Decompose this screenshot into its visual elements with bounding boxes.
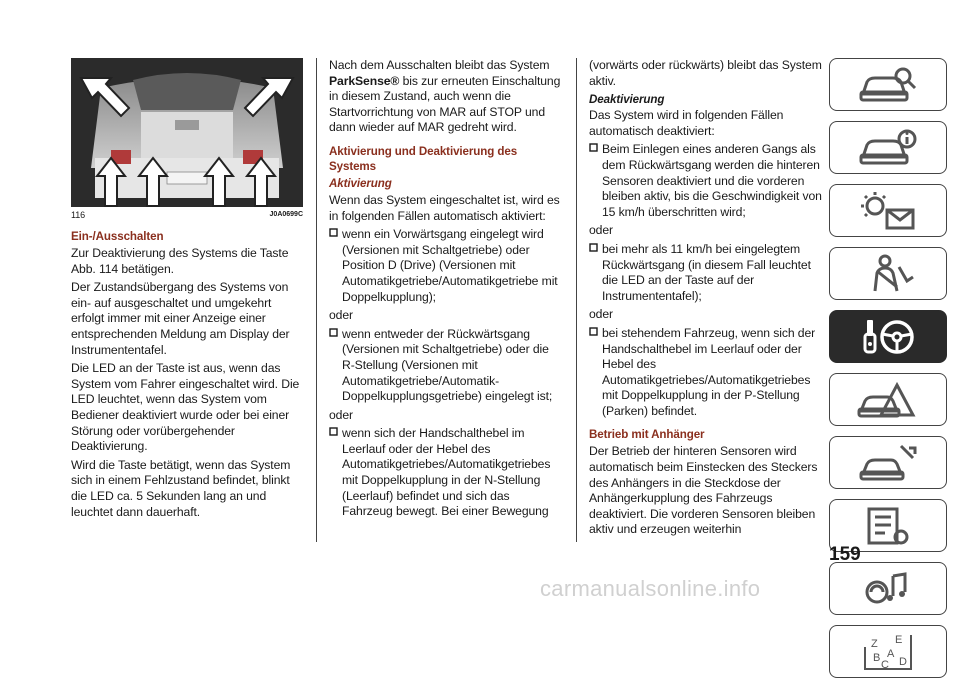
list-item-text: wenn ein Vorwärtsgang eingelegt wird (Versionen mit Schaltgetriebe) oder Position D (Drive) (Versionen mit Automatikgetriebe/Automatikgetriebe mit Doppelkupplung); (342, 227, 558, 304)
paragraph: Die LED an der Taste ist aus, wenn das System vom Fahrer eingeschaltet wird. Die LED leuchtet, wenn das System vom Bediener deaktiviert wurde oder bei einer Störung oder vorübergehender Deaktivierung. (71, 361, 300, 454)
alphabet-index-icon (857, 631, 919, 673)
tab-dashboard[interactable] (829, 121, 947, 174)
list-item-text: bei mehr als 11 km/h bei eingelegtem Rückwärtsgang (in diesem Fall leuchtet die LED an der Taste auf der Instrumententafel); (602, 241, 811, 303)
paragraph: Zur Deaktivierung des Systems die Taste Abb. 114 betätigen. (71, 246, 289, 276)
text-span: Nach dem Ausschalten bleibt das System (329, 58, 550, 72)
list-item-text: bei stehendem Fahrzeug, wenn sich der Handschalthebel im Leerlauf oder der Hebel des Automatikgetriebes/Automatikgetriebes mit Doppelkupplung in der P-Stellung (Parken) befindet. (602, 325, 816, 418)
checkbox-bullet-icon (589, 142, 599, 220)
paragraph: Der Betrieb der hinteren Sensoren wird automatisch beim Einstecken des Steckers des Anhängers in die Steckdose der Anhängerkupplung des Fahrzeugs deaktiviert. Die vorderen Sensoren bleiben aktiv und erzeugen weiterhin (589, 444, 818, 537)
paragraph: Wenn das System eingeschaltet ist, wird es in folgenden Fällen automatisch aktiviert: (329, 192, 560, 223)
paragraph: Das System wird in folgenden Fällen automatisch deaktiviert: (589, 108, 784, 138)
tab-index[interactable] (829, 625, 947, 678)
svg-text:C: C (881, 658, 889, 671)
light-message-icon (857, 190, 919, 232)
list-item-text: wenn sich der Handschalthebel im Leerlauf oder der Hebel des Automatikgetriebes/Automatikgetriebes mit Doppelkupplung in der N-Stellung (Leerlauf) befindet und sich das Fahrzeug bewegt. Bei einer Bewegung (342, 426, 551, 519)
page-number: 159 (829, 544, 861, 565)
figure-rear-sensors (71, 58, 303, 207)
subheading-aktivierung: Aktivierung (329, 176, 392, 190)
list-item (589, 242, 823, 304)
tab-emergency[interactable] (829, 373, 947, 426)
tab-warning-lights[interactable] (829, 184, 947, 237)
paragraph-intro (329, 58, 563, 136)
list-item (589, 326, 823, 420)
column-2 (329, 58, 563, 520)
list-item (329, 327, 563, 405)
checkbox-bullet-icon (329, 327, 339, 405)
svg-text:E: E (895, 633, 903, 646)
checklist-gear-icon (857, 505, 919, 547)
car-wrench-icon (857, 442, 919, 484)
tab-maintenance[interactable] (829, 436, 947, 489)
tab-safety[interactable] (829, 247, 947, 300)
list-item (329, 227, 563, 305)
paragraph: (vorwärts oder rückwärts) bleibt das System aktiv. (589, 58, 822, 88)
checkbox-bullet-icon (589, 326, 599, 420)
list-item (329, 426, 563, 520)
chapter-tabs (829, 58, 947, 688)
column-divider (576, 58, 577, 542)
column-3 (589, 58, 823, 541)
watermark: carmanualsonline.info (540, 576, 761, 601)
svg-text:B: B (873, 651, 881, 664)
car-crash-icon (857, 379, 919, 421)
svg-text:D: D (899, 655, 907, 668)
oder-text: oder (329, 407, 353, 422)
heading-ein-ausschalten: Ein-/Ausschalten (71, 230, 164, 243)
paragraph: Wird die Taste betätigt, wenn das System sich in einem Fehlzustand befindet, blinkt die LED ca. 5 Sekunden lang an und leuchtet dann dauerhaft. (71, 457, 291, 519)
seatbelt-person-icon (857, 253, 919, 295)
tab-multimedia[interactable] (829, 562, 947, 615)
svg-text:Z: Z (871, 637, 878, 650)
figure-number: 116 (71, 210, 86, 220)
heading-betrieb-mit-anhaenger: Betrieb mit Anhänger (589, 428, 705, 442)
multimedia-icon (857, 568, 919, 610)
car-info-icon (857, 127, 919, 169)
tab-starting-driving[interactable] (829, 310, 947, 363)
checkbox-bullet-icon (589, 242, 599, 304)
subheading-deaktivierung: Deaktivierung (589, 93, 665, 107)
list-item-text: wenn entweder der Rückwärtsgang (Versionen mit Schaltgetriebe) oder die R-Stellung (Versionen mit Automatikgetriebe/Automatik-Doppelkupplungsgetriebe) eingelegt ist; (342, 326, 553, 404)
oder-text: oder (589, 223, 613, 238)
car-search-icon (857, 64, 919, 106)
key-steering-wheel-icon (857, 316, 919, 358)
svg-text:A: A (887, 647, 895, 660)
checkbox-bullet-icon (329, 426, 339, 520)
heading-aktivierung-deaktivierung: Aktivierung und Deaktivierung des Systems (329, 144, 518, 173)
figure-code: J0A0699C (269, 211, 303, 218)
column-1 (71, 58, 303, 523)
tab-vehicle-overview[interactable] (829, 58, 947, 111)
rear-bumper-illustration (71, 58, 303, 207)
list-item-text: Beim Einlegen eines anderen Gangs als dem Rückwärtsgang werden die hinteren Sensoren deaktiviert und die vorderen bleiben aktiv, bis die Geschwindigkeit von 15 km/h überschritten wird; (602, 142, 822, 219)
oder-text: oder (329, 308, 353, 323)
brand-name: ParkSense® (329, 73, 400, 88)
checkbox-bullet-icon (329, 227, 339, 305)
list-item (589, 142, 823, 220)
oder-text: oder (589, 307, 613, 322)
column-divider (316, 58, 317, 542)
figure-caption (71, 209, 303, 221)
text-span: bis zur erneuten Einschaltung in diesem Zustand, auch wenn die Startvorrichtung von MAR auf STOP und dann wieder auf MAR gedreht wird. (329, 73, 561, 135)
paragraph: Der Zustandsübergang des Systems von ein- auf ausgeschaltet und umgekehrt erfolgt immer mit einer Anzeige einer entsprechenden Meldung am Display der Instrumententafel. (71, 280, 290, 357)
